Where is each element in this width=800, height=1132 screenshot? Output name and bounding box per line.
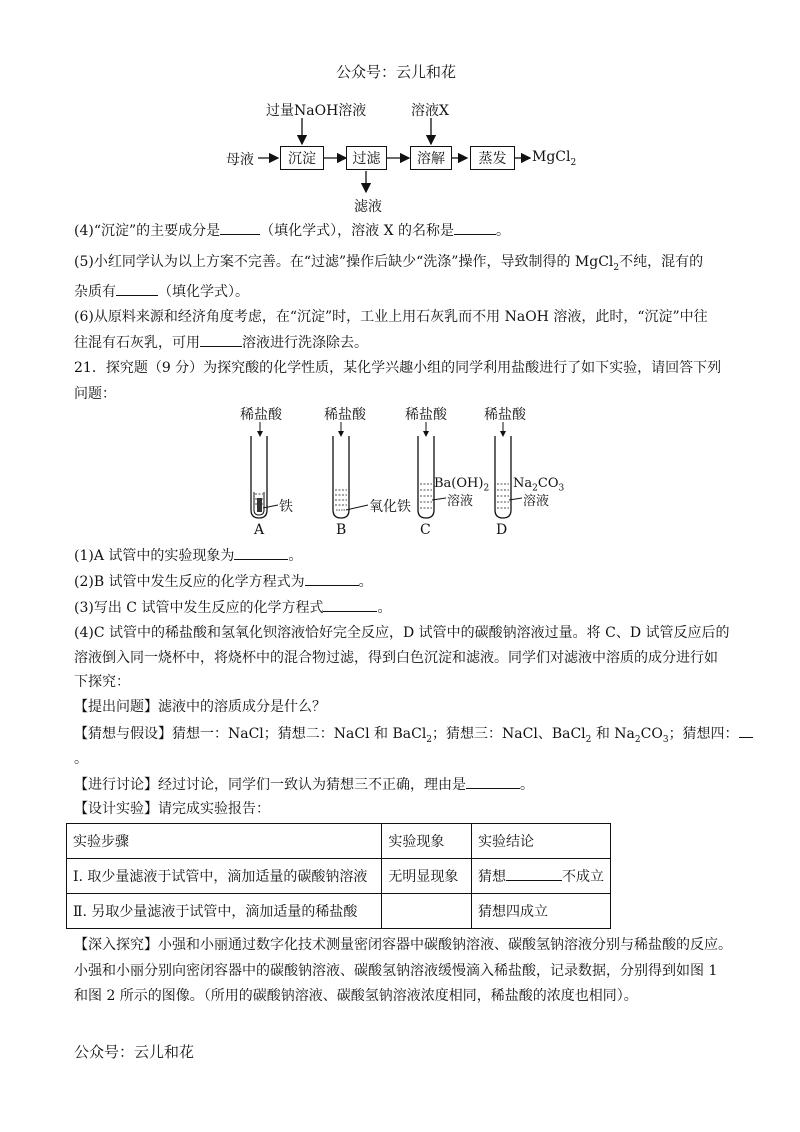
answer-blank[interactable] <box>506 866 562 881</box>
question-21-2: (2)B 试管中发生反应的化学方程式为 。 <box>74 571 373 592</box>
question-6-line2: 往混有石灰乳，可用 溶液进行洗涤除去。 <box>74 332 368 353</box>
reagent-iron: 铁 <box>279 499 293 515</box>
reagent-na2co3: $Na_2CO_3$ <box>513 476 565 494</box>
deep-inquiry-line2: 小强和小丽分别向密闭容器中的碳酸钠溶液、碳酸氢钠溶液缓慢滴入稀盐酸，记录数据，分别得到如图 1 <box>74 963 718 979</box>
table-row <box>67 859 611 894</box>
table-cell-empty[interactable] <box>382 894 472 929</box>
answer-blank[interactable] <box>234 545 288 560</box>
answer-blank[interactable] <box>305 571 359 586</box>
reagent-na2co3-solution: 溶液 <box>523 494 550 509</box>
answer-blank[interactable] <box>466 774 520 789</box>
question-21-line1: 21．探究题（9 分）为探究酸的化学性质，某化学兴趣小组的同学利用盐酸进行了如下实验，请回答下列 <box>74 360 722 376</box>
question-6-line1: (6)从原料来源和经济角度考虑，在“沉淀”时，工业上用石灰乳而不用 NaOH 溶液，此时，“沉淀”中往 <box>74 309 708 325</box>
table-cell: 无明显现象 <box>382 859 472 894</box>
reagent-baoh2-solution: 溶液 <box>447 494 474 509</box>
question-5-line1: (5)小红同学认为以上方案不完善。在“过滤”操作后缺少“洗涤”操作，导致制得的 MgCl$_2$不纯，混有的 <box>74 254 704 273</box>
step-dissolve-box: 溶解 <box>410 146 452 170</box>
page-footer: 公众号：云儿和花 <box>74 1043 195 1061</box>
product-label: MgCl$_2$ <box>532 149 577 168</box>
table-header-row <box>67 824 611 859</box>
acid-label-b: 稀盐酸 <box>324 407 366 423</box>
hypothesis-line2: 。 <box>74 751 88 767</box>
table-header: 实验现象 <box>382 824 472 859</box>
table-cell: Ⅱ. 另取少量滤液于试管中，滴加适量的稀盐酸 <box>67 894 382 929</box>
step-filter-box: 过滤 <box>346 146 387 170</box>
question-21-4-line3: 下探究： <box>74 674 130 690</box>
test-tubes-drawing <box>0 0 800 540</box>
page-header: 公众号：云儿和花 <box>336 63 457 81</box>
acid-label-a: 稀盐酸 <box>240 407 282 423</box>
deep-inquiry-line3: 和图 2 所示的图像。（所用的碳酸钠溶液、碳酸氢钠溶液浓度相同，稀盐酸的浓度也相同）。 <box>74 988 638 1004</box>
discussion-line: 【进行讨论】经过讨论，同学们一致认为猜想三不正确，理由是 。 <box>74 774 534 795</box>
table-header: 实验结论 <box>472 824 611 859</box>
table-cell: Ⅰ. 取少量滤液于试管中，滴加适量的碳酸钠溶液 <box>67 859 382 894</box>
question-21-3: (3)写出 C 试管中发生反应的化学方程式 。 <box>74 597 391 618</box>
step-evaporate-box: 蒸发 <box>470 146 515 170</box>
deep-inquiry-line1: 【深入探究】小强和小丽通过数字化技术测量密闭容器中碳酸钠溶液、碳酸氢钠溶液分别与稀盐酸的反应。 <box>74 937 732 953</box>
tube-label-c: C <box>420 522 431 538</box>
question-21-4-line2: 溶液倒入同一烧杯中，将烧杯中的混合物过滤，得到白色沉淀和滤液。同学们对滤液中溶质的成分进行如 <box>74 650 718 666</box>
mother-liquor-label: 母液 <box>226 152 254 168</box>
naoh-label: 过量NaOH溶液 <box>266 103 367 119</box>
table-header: 实验步骤 <box>67 824 382 859</box>
answer-blank[interactable] <box>323 597 377 612</box>
question-21-line2: 问题： <box>74 386 116 402</box>
question-21-4-line1: (4)C 试管中的稀盐酸和氢氧化钡溶液恰好完全反应，D 试管中的碳酸钠溶液过量。将 C、D 试管反应后的 <box>74 625 730 641</box>
question-4: (4)“沉淀”的主要成分是 （填化学式），溶液 X 的名称是 。 <box>74 220 510 241</box>
tube-label-b: B <box>336 522 347 538</box>
tube-label-d: D <box>496 522 508 538</box>
hypothesis-line: 【猜想与假设】猜想一：NaCl；猜想二：NaCl 和 BaCl$_2$；猜想三：NaCl、BaCl$_2$ 和 $Na_2CO_3$；猜想四： <box>74 723 753 750</box>
design-line: 【设计实验】请完成实验报告： <box>74 801 270 817</box>
filtrate-label: 滤液 <box>354 199 382 215</box>
acid-label-d: 稀盐酸 <box>484 407 526 423</box>
question-5-line2: 杂质有 （填化学式）。 <box>74 281 249 302</box>
table-row <box>67 894 611 929</box>
step-precipitate-box: 沉淀 <box>280 146 324 170</box>
reagent-iron-oxide: 氧化铁 <box>369 499 411 515</box>
ask-question: 【提出问题】滤液中的溶质成分是什么？ <box>74 699 326 715</box>
table-cell: 猜想 不成立 <box>472 859 611 894</box>
solution-x-label: 溶液X <box>411 103 449 119</box>
acid-label-c: 稀盐酸 <box>405 407 447 423</box>
tube-label-a: A <box>254 522 265 538</box>
answer-blank[interactable] <box>739 723 753 738</box>
question-21-1: (1)A 试管中的实验现象为 。 <box>74 545 302 566</box>
experiment-report-table <box>66 823 611 929</box>
reagent-baoh2: $Ba(OH)_2$ <box>434 476 490 494</box>
table-cell: 猜想四成立 <box>472 894 611 929</box>
